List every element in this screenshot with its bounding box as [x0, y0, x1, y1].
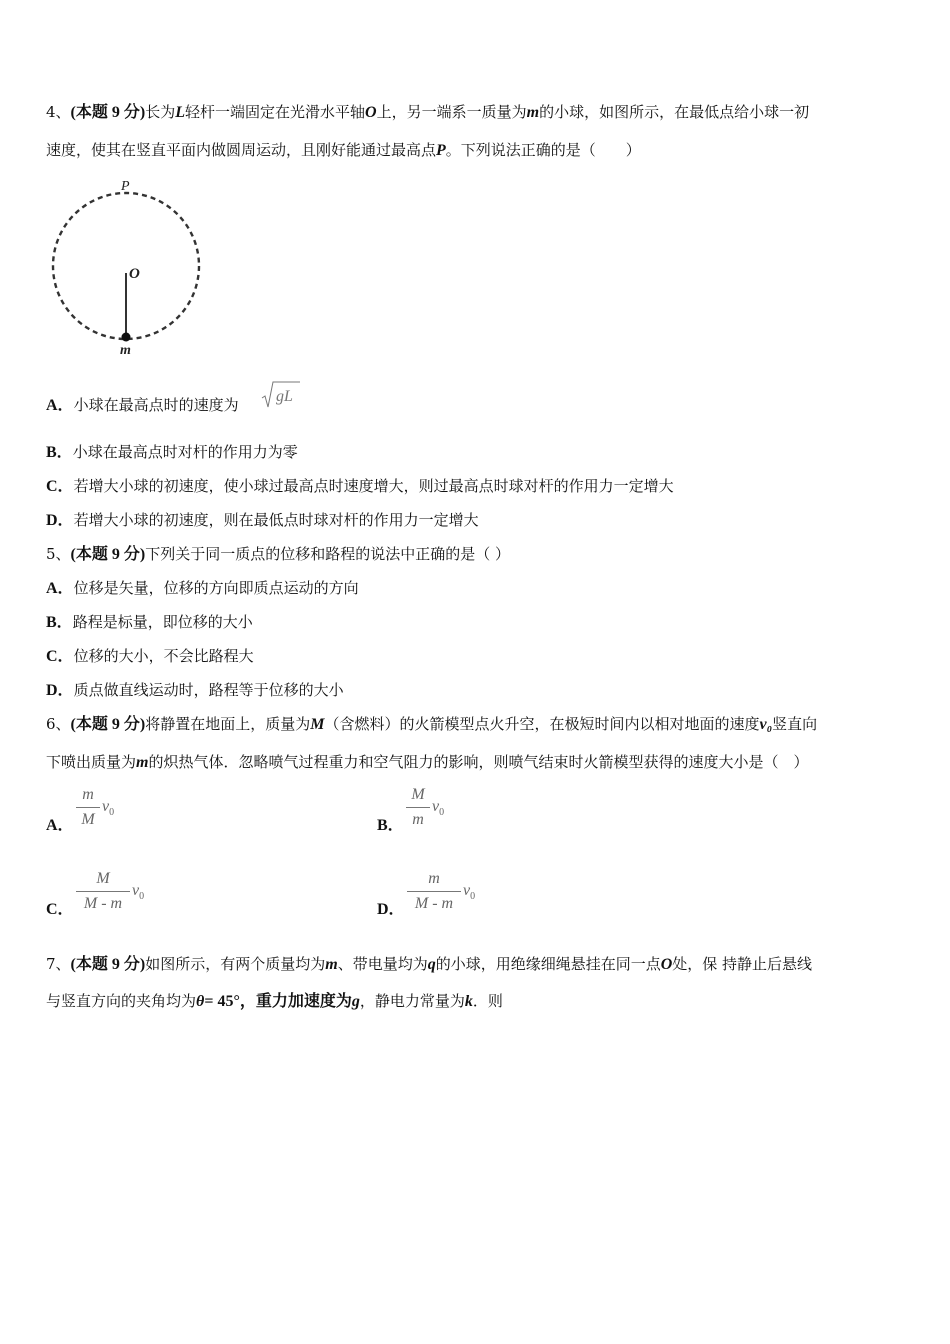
q4-circle-figure: [46, 174, 211, 360]
q4-option-a: A．小球在最高点时的速度为: [46, 396, 239, 414]
label-O: O: [129, 266, 140, 282]
q6-option-c-label: C．: [46, 901, 74, 918]
q6-option-a-fraction: m M: [76, 786, 100, 832]
q7-stem-line1: 7、(本题 9 分)如图所示，有两个质量均为m、带电量均为q的小球，用绝缘细绳悬挂在同一点O处，保 持静止后悬线: [46, 955, 813, 973]
q4-stem-line2: 速度，使其在竖直平面内做圆周运动，且刚好能通过最高点P。下列说法正确的是（ ）: [46, 141, 641, 159]
q6-option-b-fraction: M m: [406, 786, 430, 832]
ball: [122, 333, 131, 342]
q6-option-b-label: B．: [377, 817, 404, 834]
q6-stem-line2: 下喷出质量为m的炽热气体．忽略喷气过程重力和空气阻力的影响，则喷气结束时火箭模型获得的速度大小是（ ）: [46, 753, 809, 771]
q6-option-a-v0: $v_0$: [102, 798, 115, 819]
q6-option-d-fraction: m M - m: [407, 870, 461, 916]
q5-option-b: B．路程是标量，即位移的大小: [46, 613, 253, 631]
label-m: m: [120, 343, 131, 358]
q4-option-c: C．若增大小球的初速度，使小球过最高点时速度增大，则过最高点时球对杆的作用力一定增大: [46, 477, 674, 495]
q7-stem-line2: 与竖直方向的夹角均为θ= 45°，重力加速度为g，静电力常量为k．则: [46, 992, 503, 1010]
q6-option-a-label: A．: [46, 817, 74, 834]
q4-stem-line1: 4、(本题 9 分)长为L轻杆一端固定在光滑水平轴O上，另一端系一质量为m的小球，如图所示，在最低点给小球一初: [46, 103, 810, 121]
q6-option-c-fraction: M M - m: [76, 870, 130, 916]
q6-stem-line1: 6、(本题 9 分)将静置在地面上，质量为M（含燃料）的火箭模型点火升空，在极短时间内以相对地面的速度v₀竖直向: [46, 715, 818, 733]
q5-stem: 5、(本题 9 分)下列关于同一质点的位移和路程的说法中正确的是（ ）: [46, 545, 510, 563]
sqrt-gL: [260, 380, 302, 410]
q4-option-b: B．小球在最高点时对杆的作用力为零: [46, 443, 298, 461]
q6-option-b-v0: $v_0$: [432, 798, 445, 819]
q6-option-c-v0: $v_0$: [132, 882, 145, 903]
q5-option-d: D．质点做直线运动时，路程等于位移的大小: [46, 681, 344, 699]
label-P: P: [121, 179, 130, 194]
q4-option-d: D．若增大小球的初速度，则在最低点时球对杆的作用力一定增大: [46, 511, 479, 529]
q6-option-d-v0: $v_0$: [463, 882, 476, 903]
svg-text:gL: gL: [276, 388, 293, 405]
q5-option-c: C．位移的大小，不会比路程大: [46, 647, 254, 665]
q6-option-d-label: D．: [377, 901, 405, 918]
q5-option-a: A．位移是矢量，位移的方向即质点运动的方向: [46, 579, 359, 597]
